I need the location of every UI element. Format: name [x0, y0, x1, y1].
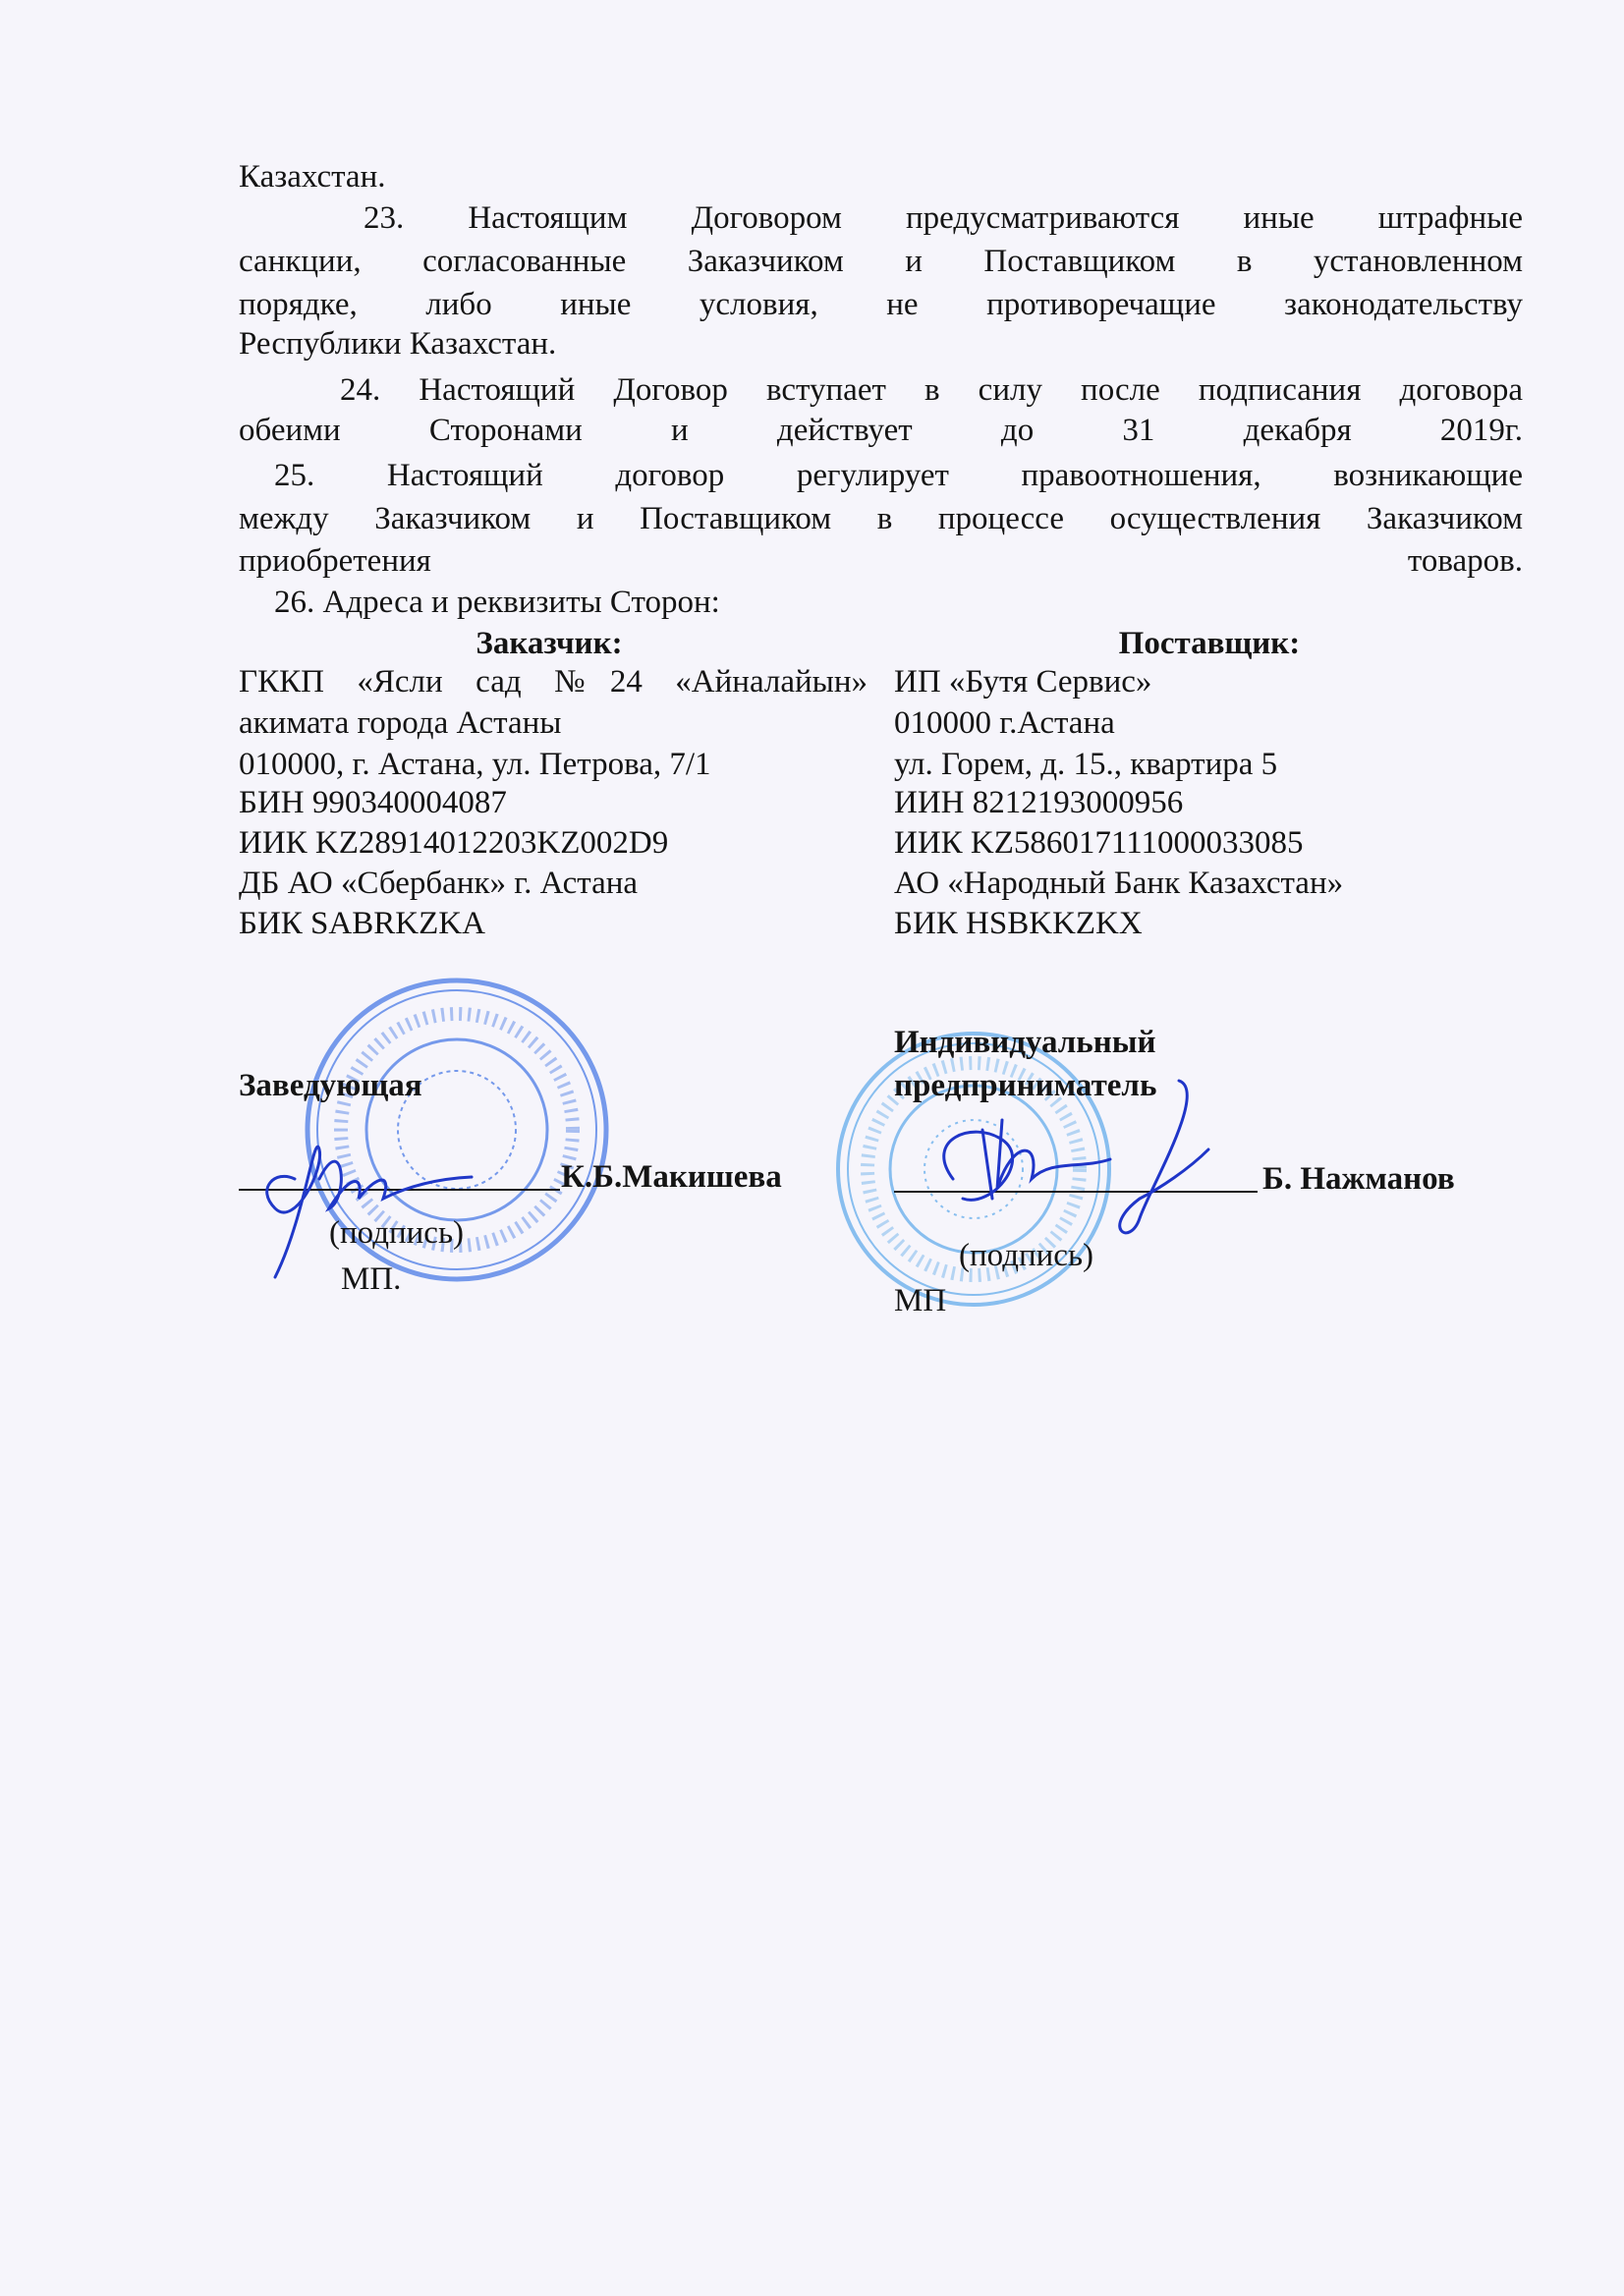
text-line: Республики Казахстан. — [239, 326, 557, 362]
clause-25: 25. Настоящий договор регулирует правоотношения, возникающие — [274, 458, 1523, 493]
clause-26: 26. Адреса и реквизиты Сторон: — [274, 585, 720, 620]
text-line: между Заказчиком и Поставщиком в процессе осуществления Заказчиком — [239, 501, 1523, 536]
supplier-city: 010000 г.Астана — [894, 705, 1115, 741]
supplier-iik: ИИК KZ586017111000033085 — [894, 825, 1304, 861]
customer-signature-caption: (подпись) — [329, 1215, 464, 1251]
supplier-bank: АО «Народный Банк Казахстан» — [894, 866, 1344, 901]
customer-iik: ИИК KZ28914012203KZ002D9 — [239, 825, 669, 861]
customer-address: 010000, г. Астана, ул. Петрова, 7/1 — [239, 747, 711, 782]
customer-seal-caption: МП. — [341, 1261, 402, 1297]
text-line: обеими Сторонами и действует до 31 декабря 2019г. — [239, 413, 1523, 448]
supplier-position-line2: предприниматель — [894, 1068, 1157, 1103]
customer-handwritten-signature — [236, 1071, 491, 1287]
customer-signer-name: К.Б.Макишева — [561, 1159, 782, 1195]
supplier-position-line1: Индивидуальный — [894, 1025, 1156, 1060]
text-line: Казахстан. — [239, 159, 386, 195]
customer-detail: акимата города Астаны — [239, 705, 562, 741]
supplier-seal-caption: МП — [894, 1283, 947, 1318]
supplier-handwritten-signature — [914, 1071, 1238, 1248]
text-line: санкции, согласованные Заказчиком и Поставщиком в установленном — [239, 244, 1523, 279]
supplier-signature-caption: (подпись) — [959, 1238, 1093, 1273]
supplier-address: ул. Горем, д. 15., квартира 5 — [894, 747, 1278, 782]
clause-24: 24. Настоящий Договор вступает в силу после подписания договора — [340, 372, 1523, 408]
customer-name: ГККП «Ясли сад №24 «Айналайын» — [239, 664, 868, 700]
customer-bin: БИН 990340004087 — [239, 785, 507, 820]
customer-heading: Заказчик: — [476, 626, 623, 661]
supplier-bik: БИК HSBKKZKX — [894, 906, 1143, 941]
supplier-iin: ИИН 8212193000956 — [894, 785, 1184, 820]
text-line: приобретения товаров. — [239, 543, 1523, 579]
supplier-heading: Поставщик: — [1118, 626, 1301, 661]
customer-position: Заведующая — [239, 1068, 422, 1103]
text-line: порядке, либо иные условия, не противоречащие законодательству — [239, 287, 1523, 322]
customer-bank: ДБ АО «Сбербанк» г. Астана — [239, 866, 639, 901]
customer-bik: БИК SABRKZKA — [239, 906, 485, 941]
supplier-name: ИП «Бутя Сервис» — [894, 664, 1152, 700]
supplier-signer-name: Б. Нажманов — [1262, 1161, 1455, 1197]
clause-23: 23. Настоящим Договором предусматриваются иные штрафные — [364, 200, 1523, 236]
